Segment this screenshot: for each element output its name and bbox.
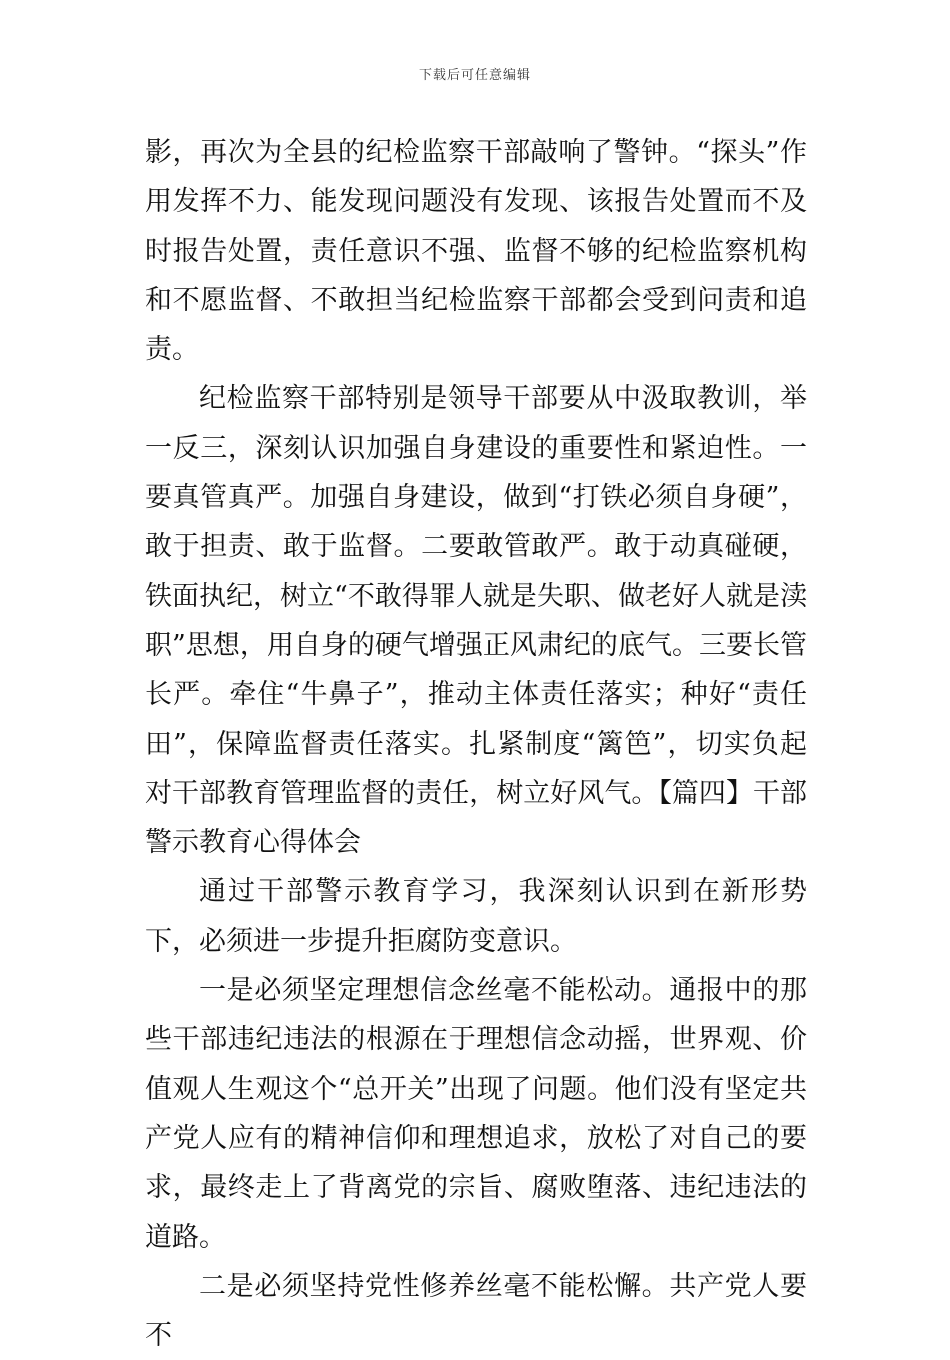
paragraph-2: 纪检监察干部特别是领导干部要从中汲取教训，举一反三，深刻认识加强自身建设的重要性和紧迫性。一要真管真严。加强自身建设，做到“打铁必须自身硬”，敢于担责、敢于监督。二要敢管敢严。敢于动真碰硬，铁面执纪，树立“不敢得罪人就是失职、做老好人就是渎职”思想，用自身的硬气增强正风肃纪的底气。三要长管长严。牵住“牛鼻子”，推动主体责任落实；种好“责任田”，保障监督责任落实。扎紧制度“篱笆”，切实负起对干部教育管理监督的责任，树立好风气。【篇四】干部警示教育心得体会: [145, 383, 807, 859]
paragraph-1: 影，再次为全县的纪检监察干部敲响了警钟。“探头”作用发挥不力、能发现问题没有发现、该报告处置而不及时报告处置，责任意识不强、监督不够的纪检监察机构和不愿监督、不敢担当纪检监察干部都会受到问责和追责。: [145, 137, 807, 366]
document-body: [145, 128, 807, 1360]
paragraph-3: 通过干部警示教育学习，我深刻认识到在新形势下，必须进一步提升拒腐防变意识。: [145, 876, 807, 957]
paragraph-4: 一是必须坚定理想信念丝毫不能松动。通报中的那些干部违纪违法的根源在于理想信念动摇，世界观、价值观人生观这个“总开关”出现了问题。他们没有坚定共产党人应有的精神信仰和理想追求，放松了对自己的要求，最终走上了背离党的宗旨、腐败堕落、违纪违法的道路。: [145, 975, 807, 1253]
page-header-note: 下载后可任意编辑: [418, 68, 531, 83]
paragraph-5: 二是必须坚持党性修养丝毫不能松懈。共产党人要不: [145, 1270, 807, 1352]
